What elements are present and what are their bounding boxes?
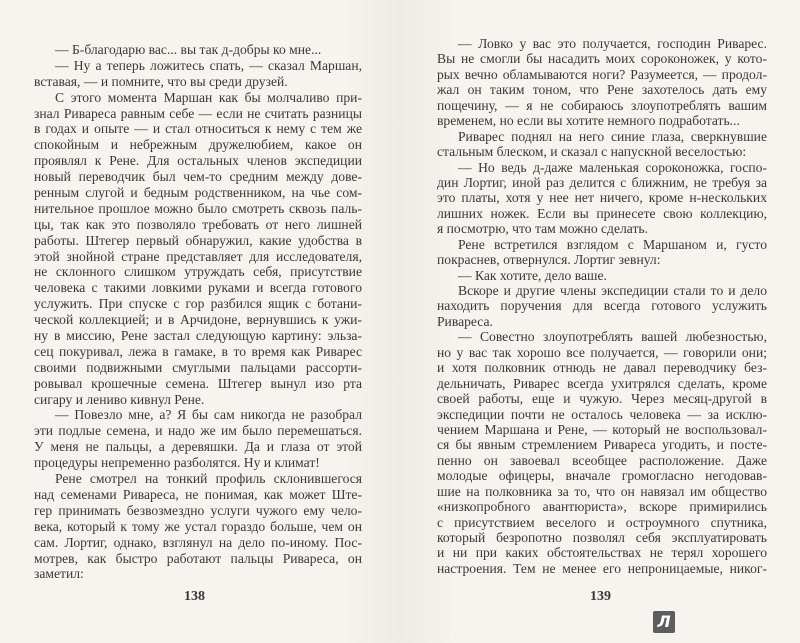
text-line: мотрев, как быстро работают пальцы Ривареса, он: [34, 550, 362, 566]
text-line: — Б-благодарю вас... вы так д-добры ко мне...: [55, 42, 322, 57]
text-line: вставая, — и помните, что вы среди друзей.: [34, 73, 288, 89]
paragraph: [34, 42, 362, 58]
text-line: ческой коллекцией; и в Арчидоне, вернувшись к ужи-: [34, 312, 362, 328]
publisher-logo-icon: Л: [653, 611, 675, 633]
text-line: дельничать, Риварес всегда ухитрялся сделать, кроме: [437, 375, 767, 391]
text-line: сец покуривал, лежа в гамаке, в то время как Риварес: [34, 343, 362, 359]
text-line: своими подвижными смуглыми пальцами рассорти-: [34, 359, 362, 375]
text-line: Рене встретился взглядом с Маршаном и, густо: [458, 236, 767, 252]
paragraph: [437, 268, 767, 283]
text-line: который безропотно позволял себя эксплуатировать: [437, 530, 767, 545]
paragraph: [437, 160, 767, 237]
text-line: над семенами Ривареса, не понимая, как может Ште-: [34, 486, 362, 502]
text-line: с присутствием веселого и остроумного спутника,: [437, 514, 767, 530]
text-line: покраснев, отвернулся. Лортиг зевнул:: [437, 252, 661, 268]
text-line: эти подлые семена, и надо же им было перемешаться.: [34, 423, 362, 439]
text-line: ренным слугой и бедным родственником, на чье сом-: [34, 185, 362, 201]
text-line: сигару и лениво кивнул Рене.: [34, 391, 205, 407]
page-number: 139: [590, 589, 611, 604]
text-line: цы, так как это позволяло требовать от него лишней: [34, 216, 362, 232]
text-line: работы. Штегер первый обнаружил, какие удобства в: [34, 232, 362, 248]
text-line: этой знойной стране представляет для исследователя,: [34, 248, 362, 264]
text-line: но у вас так хорошо все получается, — говорили они;: [437, 344, 767, 360]
text-line: и хотя полковник отнюдь не давал переводчику без-: [437, 360, 767, 376]
text-line: настроения. Тем не менее его непроницаемые, никог-: [437, 560, 767, 576]
text-line: — Совестно злоупотреблять вашей любезностью,: [458, 329, 767, 345]
text-line: это платы, хотя у нее нет ничего, кроме н-нескольких: [437, 190, 767, 206]
paragraph: [437, 129, 767, 160]
text-line: в годах и опыте — и стал относиться к нему с тем же: [34, 121, 362, 137]
paragraph: [34, 471, 362, 582]
text-line: Рене смотрел на тонкий профиль склонившегося: [55, 471, 362, 487]
text-line: Риварес поднял на него синие глаза, сверкнувшие: [458, 128, 767, 144]
text-line: Вы не смогли бы насадить моих сороконожек, у кото-: [437, 51, 767, 67]
text-line: своей работы, еще и чужую. Через месяц-другой в: [437, 391, 767, 407]
text-line: временем, но если вы хотите немного подработать...: [437, 113, 740, 129]
page-number: 138: [184, 589, 205, 604]
text-line: — Ловко у вас это получается, господин Риварес.: [458, 36, 767, 51]
right-page: [400, 0, 800, 643]
text-line: стальным блеском, и сказал с напускной веселостью:: [437, 144, 747, 160]
text-line: дин Лортиг, иной раз делится с ближним, не требуя за: [437, 174, 767, 190]
paragraph: [437, 237, 767, 268]
text-line: пощечину, — я не собираюсь злоупотреблять вашим: [437, 97, 767, 113]
text-line: ну в миссию, Рене застал следующую картину: эльза-: [34, 328, 362, 344]
text-line: жал он таким тоном, что Рене захотелось дать ему: [437, 82, 767, 98]
text-line: человека с такими ловкими руками и всегда готового: [34, 280, 362, 296]
text-line: процедуры непременно разболятся. Ну и климат!: [34, 455, 320, 471]
text-line: спокойным и небрежным дружелюбием, какое он: [34, 137, 362, 153]
text-line: века, который к тому же устал гораздо больше, чем он: [34, 518, 362, 534]
text-line: новый переводчик был чем-то средним между дове-: [34, 169, 362, 185]
text-line: У меня не пальцы, а деревяшки. Да и глаза от этой: [34, 439, 362, 455]
text-line: Ривареса.: [437, 313, 493, 329]
text-line: проявлял к Рене. Для остальных членов экспедиции: [34, 153, 362, 169]
text-line: сам. Лортиг, однако, взглянул на дело по-иному. Пос-: [34, 534, 362, 550]
paragraph: [437, 36, 767, 129]
left-page-text: [34, 42, 362, 582]
text-line: находить поручения для всегда готового услужить: [437, 298, 767, 314]
text-line: «низкопробного авантюриста», вскоре примирились: [437, 499, 767, 515]
text-line: Вскоре и другие члены экспедиции стали то и дело: [458, 283, 767, 298]
paragraph: [34, 407, 362, 471]
text-line: гер принимать безвозмездно услуги чужого ему чело-: [34, 502, 362, 518]
text-line: пенно он завоевал всеобщее расположение. Даже: [437, 452, 767, 468]
paragraph: [437, 283, 767, 329]
text-line: экспедиции почти не осталось человека — за исклю-: [437, 406, 767, 422]
text-line: нительное прошлое можно было смотреть сквозь паль-: [34, 200, 362, 216]
text-line: шие на полковника за то, что он навязал им общество: [437, 483, 767, 499]
text-line: я посмотрю, что там можно сделать.: [437, 221, 649, 237]
paragraph: [437, 329, 767, 576]
paragraph: [34, 90, 362, 408]
text-line: и ни при каких обстоятельствах не терял хорошего: [437, 545, 767, 561]
text-line: не склонного слишком утруждать себя, присутствие: [34, 264, 362, 280]
text-line: ровывал крошечные семена. Штегер вынул изо рта: [34, 375, 362, 391]
text-line: — Как хотите, дело ваше.: [458, 267, 607, 283]
text-line: рых вечно обламываются ноги? Разумеется, — продол-: [437, 66, 767, 82]
text-line: ся бы явным стремлением Ривареса угодить, и посте-: [437, 437, 767, 453]
text-line: заметил:: [34, 566, 84, 582]
right-page-text: [437, 36, 767, 576]
text-line: чением Маршана и Рене, — который не воспользовал-: [437, 421, 767, 437]
text-line: знал Ривареса равным себе — если не считать разницы: [34, 105, 362, 121]
text-line: С этого момента Маршан как бы молчаливо при-: [55, 89, 362, 105]
text-line: молодые офицеры, вначале громогласно негодовав-: [437, 468, 767, 484]
text-line: услужить. При спуске с гор разбился ящик с ботани-: [34, 296, 362, 312]
text-line: — Но ведь д-даже маленькая сороконожка, госпо-: [458, 159, 767, 175]
paragraph: [34, 58, 362, 90]
text-line: — Ну а теперь ложитесь спать, — сказал Маршан,: [55, 57, 362, 73]
text-line: лишних ножек. Если вы принесете свою коллекцию,: [437, 205, 767, 221]
text-line: — Повезло мне, а? Я бы сам никогда не разобрал: [55, 407, 362, 423]
